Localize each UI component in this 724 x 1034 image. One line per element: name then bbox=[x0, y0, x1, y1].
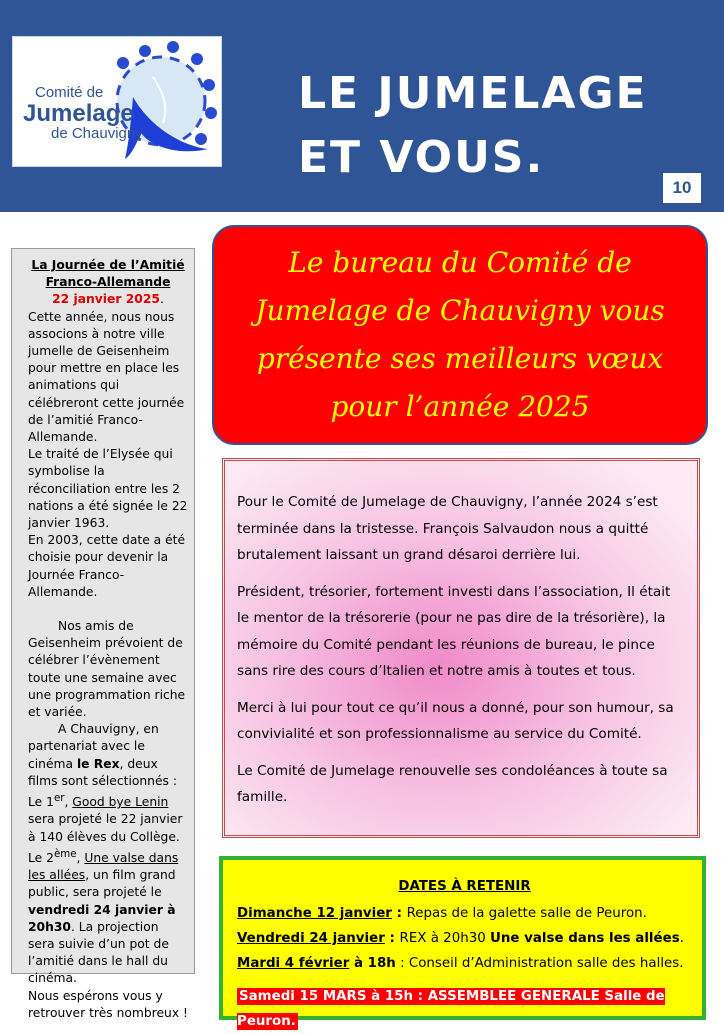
tribute-paragraph: Le Comité de Jumelage renouvelle ses condoléances à toute sa famille. bbox=[237, 762, 668, 805]
dates-box bbox=[219, 856, 706, 1029]
tribute-box bbox=[222, 458, 700, 838]
logo-line-2: Jumelage bbox=[23, 99, 134, 127]
title-line-1: LE JUMELAGE bbox=[298, 68, 648, 119]
logo-line-3: de Chauvigny bbox=[51, 124, 143, 142]
committee-logo bbox=[12, 36, 222, 167]
issue-number: 10 bbox=[662, 172, 702, 204]
sidebar-paragraph: Le traité de l’Elysée qui symbolise la réconciliation entre les 2 nations a été signée le 22 janvier 1963. bbox=[28, 447, 188, 531]
sidebar-paragraph: En 2003, cette date a été choisie pour devenir la Journée Franco-Allemande. bbox=[28, 533, 186, 599]
sidebar-paragraph: Nos amis de Geisenheim prévoient de célébrer l’évènement toute une semaine avec une programmation riche et variée. bbox=[28, 619, 186, 720]
tribute-paragraph: Merci à lui pour tout ce qu’il nous a donné, pour son humour, sa convivialité et son professionnalisme au service du Comité. bbox=[237, 699, 674, 742]
logo-line-1: Comité de bbox=[35, 84, 104, 101]
assembly-highlight: Samedi 15 MARS à 15h : ASSEMBLEE GENERALE Salle de Peuron. bbox=[237, 989, 665, 1029]
sidebar-article bbox=[11, 248, 195, 1020]
sidebar-paragraph: A Chauvigny, en partenariat avec le cinéma le Rex, deux films sont sélectionnés : bbox=[28, 722, 177, 788]
film-title: Good bye Lenin bbox=[72, 795, 169, 810]
film-title: Une valse dans les allées bbox=[28, 850, 179, 883]
sidebar-paragraph: Le 1er, Good bye Lenin sera projeté le 22 janvier à 140 élèves du Collège. bbox=[28, 792, 183, 844]
tribute-paragraph: Pour le Comité de Jumelage de Chauvigny, l’année 2024 s’est terminée dans la tristesse. François Salvaudon nous a quitté brutalement laissant un grand désaroi derrière lui. bbox=[237, 494, 658, 563]
date-item: Vendredi 24 janvier : REX à 20h30 Une valse dans les allées. bbox=[237, 931, 684, 946]
sidebar-paragraph: Cette année, nous nous associons à notre ville jumelle de Geisenheim pour mettre en place les animations qui célébreront cette journée de l’amitié Franco-Allemande. bbox=[28, 309, 185, 445]
sidebar-heading-1: La Journée de l’Amitié bbox=[31, 258, 185, 272]
wishes-text: Le bureau du Comité de Jumelage de Chauvigny vous présente ses meilleurs vœux pour l’année 2025 bbox=[255, 246, 665, 423]
sidebar-heading-2: Franco-Allemande bbox=[45, 275, 171, 290]
date-item: Dimanche 12 janvier : Repas de la galette salle de Peuron. bbox=[237, 906, 647, 921]
header-band bbox=[0, 0, 724, 212]
page-title bbox=[298, 62, 648, 190]
sidebar-date: 22 janvier 2025 bbox=[52, 292, 160, 307]
sidebar-date-suffix: . bbox=[159, 292, 164, 307]
date-item: Mardi 4 février à 18h : Conseil d’Administration salle des halles. bbox=[237, 956, 684, 971]
dates-heading: DATES À RETENIR bbox=[398, 879, 531, 894]
sidebar-paragraph: Le 2ème, Une valse dans les allées, un film grand public, sera projeté le vendredi 24 janvier à 20h30. La projection sera suivie d’un pot de l’amitié dans le hall du cinéma. bbox=[28, 847, 179, 986]
date-highlight-line bbox=[237, 984, 692, 1034]
sidebar-paragraph: Nous espérons vous y retrouver très nombreux ! bbox=[28, 988, 188, 1020]
sidebar-date-line bbox=[28, 291, 188, 308]
title-line-2: ET VOUS. bbox=[298, 132, 545, 183]
tribute-paragraph: Président, trésorier, fortement investi dans l’association, Il était le mentor de la trésorerie (pour ne pas dire de la trésorière), la mémoire du Comité pendant les réunions de bureau, le pince sans rire des cours d’Italien et notre amis à toutes et tous. bbox=[237, 583, 671, 679]
wishes-banner bbox=[212, 225, 708, 445]
